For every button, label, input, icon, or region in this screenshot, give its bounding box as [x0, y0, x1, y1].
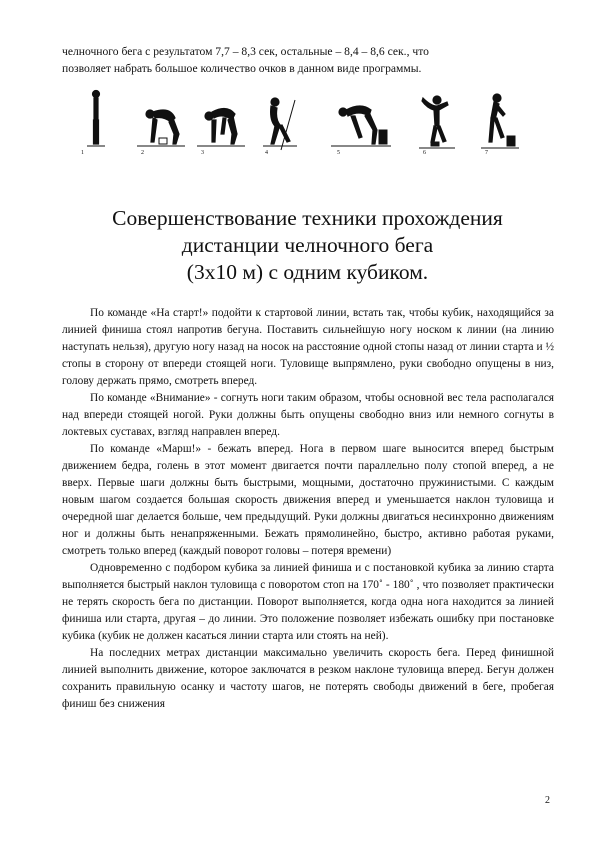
runner-frame-2	[137, 110, 185, 146]
body-text	[62, 305, 554, 713]
frame-number-5: 5	[337, 150, 340, 156]
section-title-line-3: (3х10 м) с одним кубиком.	[186, 260, 429, 284]
frame-number-3: 3	[201, 150, 204, 156]
intro-text	[62, 43, 554, 77]
runner-frame-7	[481, 94, 519, 148]
shuttle-run-technique-figure	[75, 88, 530, 156]
intro-line-1: челночного бега с результатом 7,7 – 8,3 сек, остальные – 8,4 – 8,6 сек., что	[62, 45, 429, 58]
frame-number-1: 1	[81, 150, 84, 156]
paragraph-start-command: По команде «На старт!» подойти к стартовой линии, встать так, чтобы кубик, находящийся за линией финиша стоял напротив бегуна. Поставить сильнейшую ногу носком к линии (на линию наступать нельзя), другую ногу назад на носок на расстояние одной стопы назад от линии старта и ½ стопы в сторону от впереди стоящей ноги. Туловище выпрямлено, руки свободно опущены в низ, голову держать прямо, смотреть вперед.	[62, 307, 554, 387]
section-title-line-2: дистанции челночного бега	[181, 233, 434, 257]
intro-line-2: позволяет набрать большое количество очков в данном виде программы.	[62, 62, 422, 75]
paragraph-march-command: По команде «Марш!» - бежать вперед. Нога в первом шаге выносится вперед быстрым движением бедра, голень в этот момент двигается почти параллельно полу стопой вперед, а не вверх. Первые шаги должны быть быстрыми, мощными, достаточно пружинистыми. С каждым новым шагом создается большая скорость движения вперед и уменьшается наклон туловища и очередной шаг делается больше, чем предыдущий. Руки должны двигаться несинхронно движениям ног и должны быть ненапряженными. Бежать прямолинейно, быстро, активно работая руками, смотреть только вперед (каждый поворот головы – потеря времени)	[62, 443, 554, 557]
page-number: 2	[545, 795, 550, 806]
runner-frame-5	[331, 106, 391, 146]
frame-number-2: 2	[141, 150, 144, 156]
runner-frame-3	[197, 108, 245, 146]
paragraph-attention-command: По команде «Внимание» - согнуть ноги таким образом, чтобы основной вес тела располагался над впереди стоящей ногой. Руки должны быть опущены свободно вниз или немного согнуты в локтевых суставах, взгляд направлен вперед.	[62, 392, 554, 438]
section-title-line-1: Совершенствование техники прохождения	[112, 206, 503, 230]
frame-number-4: 4	[265, 150, 268, 156]
runner-frame-4	[263, 98, 297, 150]
section-title	[40, 205, 575, 286]
frame-number-7: 7	[485, 150, 488, 156]
runner-frame-6	[419, 96, 455, 148]
runner-frame-1	[87, 91, 105, 147]
paragraph-finish: На последних метрах дистанции максимально увеличить скорость бега. Перед финишной линией выполнить движение, которое заключатся в резком наклоне туловища вперед. Бегун должен сохранить правильную осанку и частоту шагов, не потерять свободы движений в беге, пробегая финиш без снижения	[62, 647, 554, 710]
paragraph-cube-turn: Одновременно с подбором кубика за линией финиша и с постановкой кубика за линию старта выполняется быстрый наклон туловища с поворотом стоп на 170˚ - 180˚ , что позволяет практически не терять скорость бега по дистанции. Поворот выполняется, когда одна нога находится за линией финиша или старта, другая – до линии. Это положение позволяет избежать ошибку при постановке кубика (кубик не должен касаться линии старта или стоять на ней).	[62, 562, 554, 642]
frame-number-6: 6	[423, 150, 426, 156]
